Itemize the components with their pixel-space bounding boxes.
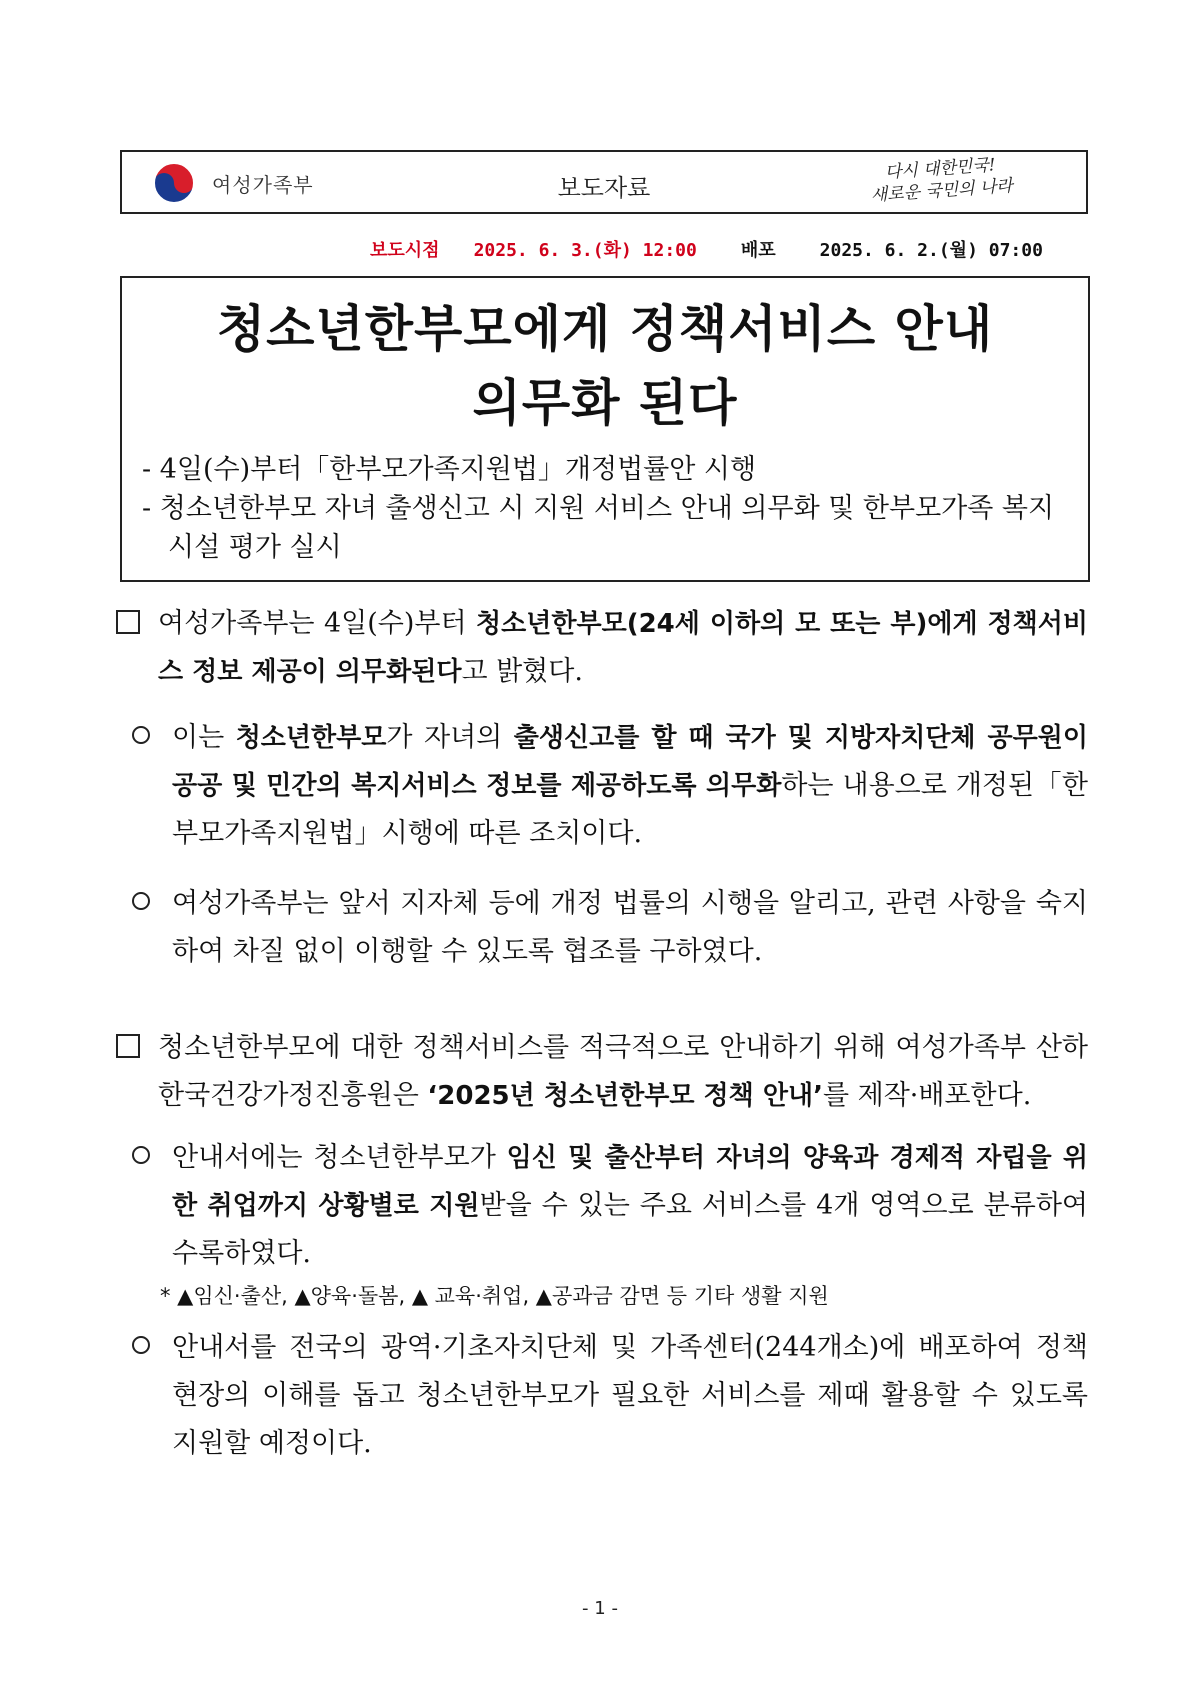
text: 이는 [172, 722, 236, 753]
section-2 [116, 1024, 1088, 1468]
bold-text: ‘2025년 청소년한부모 정책 안내’ [427, 1081, 823, 1111]
section-1-heading [116, 600, 1088, 696]
ministry-name: 여성가족부 [212, 172, 314, 197]
section-2-bullet-2 [116, 1324, 1088, 1468]
bold-text: 청소년한부모(24세 이하의 모 또는 부)에게 정책서비스 정보 제공이 의무화된다 [158, 609, 1088, 687]
section-1-bullet-2 [116, 880, 1088, 976]
bold-text: 청소년한부모 [235, 723, 387, 753]
section-1 [116, 600, 1088, 976]
section-2-bullet-1 [116, 1134, 1088, 1278]
section-2-heading [116, 1024, 1088, 1120]
press-release-label: 보도자료 [557, 174, 651, 202]
checkbox-bullet-icon [116, 610, 140, 634]
bold-text: 임신 및 출산부터 자녀의 양육과 경제적 자립을 위한 취업까지 상황별로 지원 [172, 1143, 1089, 1221]
title-box [120, 276, 1090, 582]
text: 하는 내용으로 개정된「한부모가족지원법」시행에 따른 조치이다. [172, 770, 1088, 849]
press-header [120, 150, 1088, 214]
text: 안내서에는 청소년한부모가 [172, 1142, 507, 1173]
text: 가 자녀의 [386, 722, 514, 753]
text: 여성가족부는 앞서 지자체 등에 개정 법률의 시행을 알리고, 관련 사항을 숙지하여 차질 없이 이행할 수 있도록 협조를 구하였다. [172, 888, 1088, 967]
footnote: * ▲임신·출산, ▲양육·돌봄, ▲ 교육·취업, ▲공과금 감면 등 기타 생활 지원 [160, 1284, 829, 1308]
text: 여성가족부는 4일(수)부터 [158, 608, 477, 639]
text: 고 밝혔다. [461, 656, 583, 687]
text: 받을 수 있는 주요 서비스를 4개 영역으로 분류하여 수록하였다. [172, 1190, 1088, 1269]
circle-bullet-icon [132, 892, 150, 910]
title-line2: 의무화 된다 [472, 374, 738, 432]
embargo-label: 보도시점 [370, 240, 440, 261]
slogan-line1: 다시 대한민국! [884, 155, 997, 183]
circle-bullet-icon [132, 1146, 150, 1164]
checkbox-bullet-icon [116, 1034, 140, 1058]
distribution-time: 2025. 6. 2.(월) 07:00 [819, 240, 1043, 261]
page-title [122, 292, 1088, 440]
distribution-label: 배포 [740, 240, 776, 261]
circle-bullet-icon [132, 1336, 150, 1354]
circle-bullet-icon [132, 726, 150, 744]
embargo-time: 2025. 6. 3.(화) 12:00 [473, 240, 697, 261]
text: 안내서를 전국의 광역·기초자치단체 및 가족센터(244개소)에 배포하여 정책 현장의 이해를 돕고 청소년한부모가 필요한 서비스를 제때 활용할 수 있도록 지원할 예정이다. [172, 1332, 1088, 1459]
section-1-bullet-1 [116, 714, 1088, 858]
release-schedule [370, 236, 1043, 262]
text: 를 제작·배포한다. [822, 1080, 1032, 1111]
subtitle-item: - 청소년한부모 자녀 출생신고 시 지원 서비스 안내 의무화 및 한부모가족 복지시설 평가 실시 [142, 493, 1055, 563]
title-line1: 청소년한부모에게 정책서비스 안내 [216, 300, 994, 358]
subtitle-item: - 4일(수)부터「한부모가족지원법」개정법률안 시행 [142, 454, 757, 485]
text: 청소년한부모에 대한 정책서비스를 적극적으로 안내하기 위해 여성가족부 산하 한국건강가정진흥원은 [158, 1032, 1088, 1111]
subtitle-list [142, 450, 1076, 567]
slogan-line2: 새로운 국민의 나라 [870, 176, 1014, 206]
bold-text: 출생신고를 할 때 국가 및 지방자치단체 공무원이 공공 및 민간의 복지서비스 정보를 제공하도록 의무화 [172, 723, 1089, 801]
page-number: - 1 - [582, 1598, 618, 1619]
